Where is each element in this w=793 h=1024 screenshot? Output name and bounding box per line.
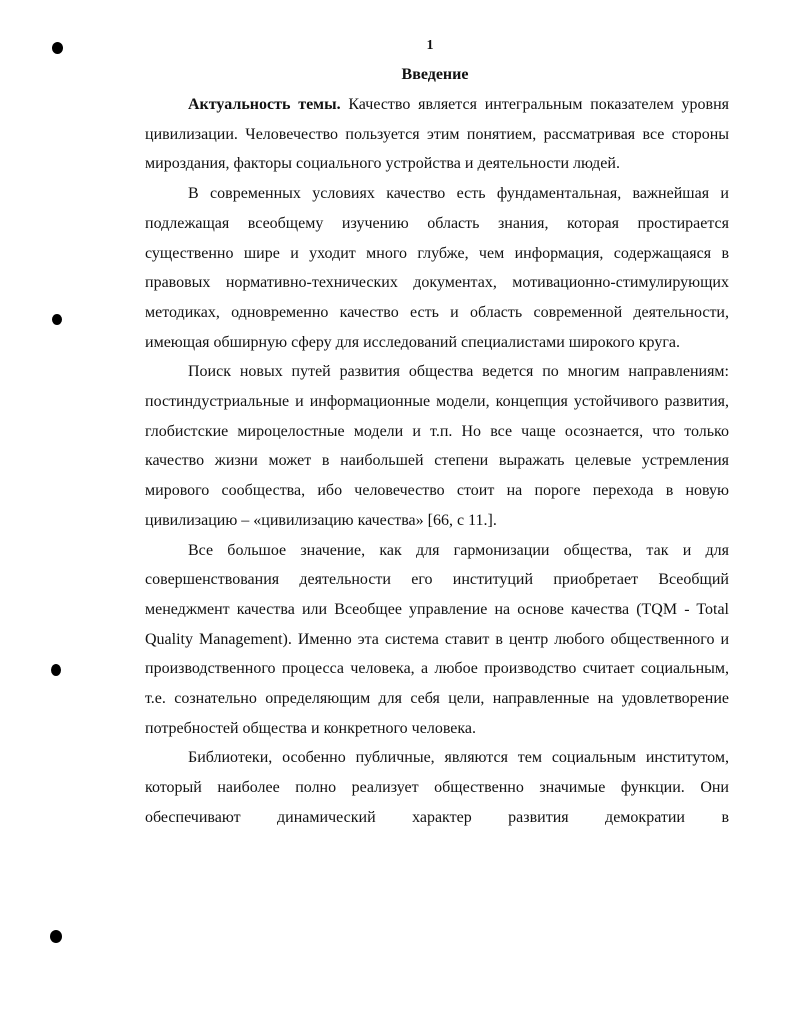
paragraph-5: Библиотеки, особенно публичные, являются тем социальным институтом, который наиболее полно реализует общественно значимые функции. Они обеспечивают динамический характер развития демократии в [145, 749, 729, 826]
page-title: Введение [401, 66, 469, 83]
binder-hole-2 [52, 314, 62, 325]
page-number: 1 [426, 38, 434, 53]
paragraph-4: Все большое значение, как для гармонизации общества, так и для совершенствования деятельности его институций приобретает Всеобщий менеджмент качества или Всеобщее управление на основе качества (TQM - Total Quality Management). Именно эта система ставит в центр любого общественного и производственного процесса человека, а любое производство считает социальным, т.е. сознательно определяющим для себя цели, направленные на удовлетворение потребностей общества и конкретного человека. [145, 541, 729, 737]
binder-hole-4 [50, 930, 62, 943]
paragraph-3: Поиск новых путей развития общества ведется по многим направлениям: постиндустриальные и информационные модели, концепция устойчивого развития, глобистские мироцелостные модели и т.п. Но все чаще осознается, что только качество жизни может в наибольшей степени выражать целевые устремления мирового сообщества, ибо человечество стоит на пороге перехода в новую цивилизацию – «цивилизацию качества» [66, с 11.]. [145, 363, 729, 529]
binder-hole-3 [51, 664, 61, 676]
body-text [145, 90, 729, 833]
paragraph-1 [145, 90, 729, 179]
lead-label: Актуальность темы. [188, 96, 341, 113]
paragraph-2: В современных условиях качество есть фундаментальная, важнейшая и подлежащая всеобщему изучению область знания, которая простирается существенно шире и уходит много глубже, чем информация, содержащаяся в правовых нормативно-технических документах, мотивационно-стимулирующих методиках, одновременно качество есть и область современной деятельности, имеющая обширную сферу для исследований специалистами широкого круга. [145, 185, 729, 351]
paragraph-1-text: Качество является интегральным показателем уровня цивилизации. Человечество пользуется этим понятием, рассматривая все стороны мироздания, факторы социального устройства и деятельности людей. [145, 96, 729, 173]
